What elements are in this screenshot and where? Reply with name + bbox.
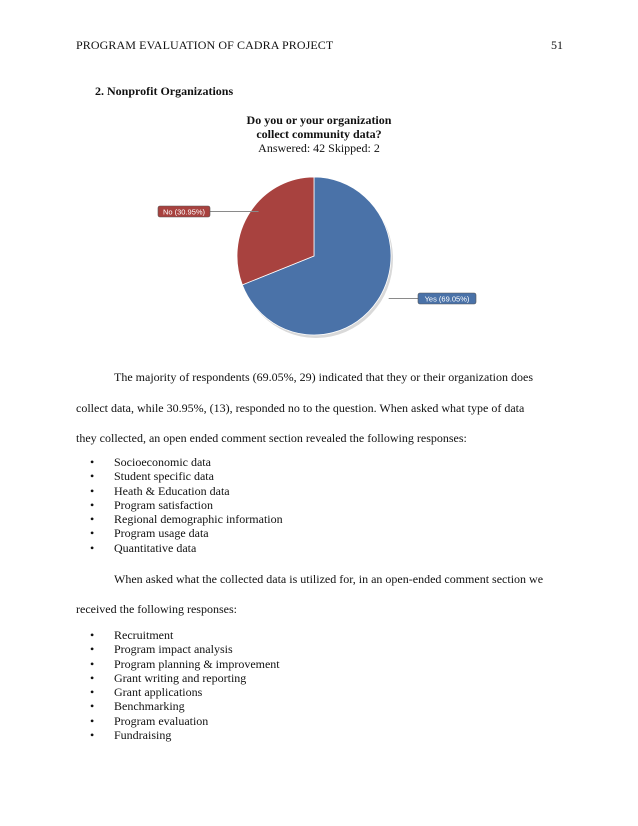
list-item (90, 512, 283, 526)
list-item-text: Quantitative data (114, 540, 197, 555)
bullet-glyph: • (90, 685, 95, 700)
data-uses-list (90, 628, 280, 742)
list-item-text: Program planning & improvement (114, 656, 280, 671)
list-item-text: Fundraising (114, 728, 172, 743)
section-heading: 2. Nonprofit Organizations (95, 84, 234, 98)
bullet-glyph: • (90, 670, 95, 685)
list-item-text: Heath & Education data (114, 483, 230, 498)
bullet-glyph: • (90, 526, 95, 541)
callout-label-text: Yes (69.05%) (424, 294, 470, 304)
callout-label-text: No (30.95%) (162, 207, 206, 217)
list-item (90, 728, 280, 742)
list-item (90, 469, 283, 483)
bullet-glyph: • (90, 656, 95, 671)
list-item-text: Program impact analysis (114, 642, 233, 657)
list-item (90, 685, 280, 699)
list-item-text: Program satisfaction (114, 497, 213, 512)
paragraph-line: they collected, an open ended comment section revealed the following responses: (76, 431, 467, 445)
list-item (90, 714, 280, 728)
list-item (90, 657, 280, 671)
page-number: 51 (551, 38, 563, 52)
bullet-glyph: • (90, 512, 95, 527)
bullet-glyph: • (90, 497, 95, 512)
bullet-glyph: • (90, 642, 95, 657)
bullet-glyph: • (90, 728, 95, 743)
chart-title-line-2: collect community data? (256, 127, 382, 141)
running-head: PROGRAM EVALUATION OF CADRA PROJECT (76, 38, 334, 52)
list-item (90, 642, 280, 656)
list-item-text: Grant writing and reporting (114, 670, 247, 685)
list-item-text: Student specific data (114, 469, 214, 484)
list-item-text: Regional demographic information (114, 512, 283, 527)
bullet-glyph: • (90, 540, 95, 555)
paragraph-line: When asked what the collected data is utilized for, in an open-ended comment section we (114, 572, 544, 586)
bullet-glyph: • (90, 455, 95, 469)
list-item (90, 699, 280, 713)
bullet-glyph: • (90, 713, 95, 728)
list-item (90, 498, 283, 512)
list-item (90, 671, 280, 685)
list-item-text: Grant applications (114, 685, 203, 700)
bullet-glyph: • (90, 628, 95, 642)
list-item-text: Benchmarking (114, 699, 185, 714)
bullet-glyph: • (90, 483, 95, 498)
bullet-glyph: • (90, 469, 95, 484)
chart-title-line-1: Do you or your organization (246, 113, 392, 127)
pie-chart (0, 0, 638, 360)
list-item (90, 526, 283, 540)
list-item-text: Socioeconomic data (114, 455, 211, 469)
bullet-glyph: • (90, 699, 95, 714)
list-item (90, 455, 283, 469)
chart-subtitle: Answered: 42 Skipped: 2 (258, 141, 380, 155)
list-item (90, 628, 280, 642)
paragraph-line: The majority of respondents (69.05%, 29) indicated that they or their organization does (114, 370, 533, 384)
data-types-list (90, 455, 283, 555)
list-item-text: Recruitment (114, 628, 174, 642)
list-item-text: Program evaluation (114, 713, 209, 728)
paragraph-line: collect data, while 30.95%, (13), responded no to the question. When asked what type of data (76, 401, 525, 415)
paragraph-line: received the following responses: (76, 602, 237, 616)
list-item (90, 541, 283, 555)
list-item (90, 484, 283, 498)
list-item-text: Program usage data (114, 526, 209, 541)
